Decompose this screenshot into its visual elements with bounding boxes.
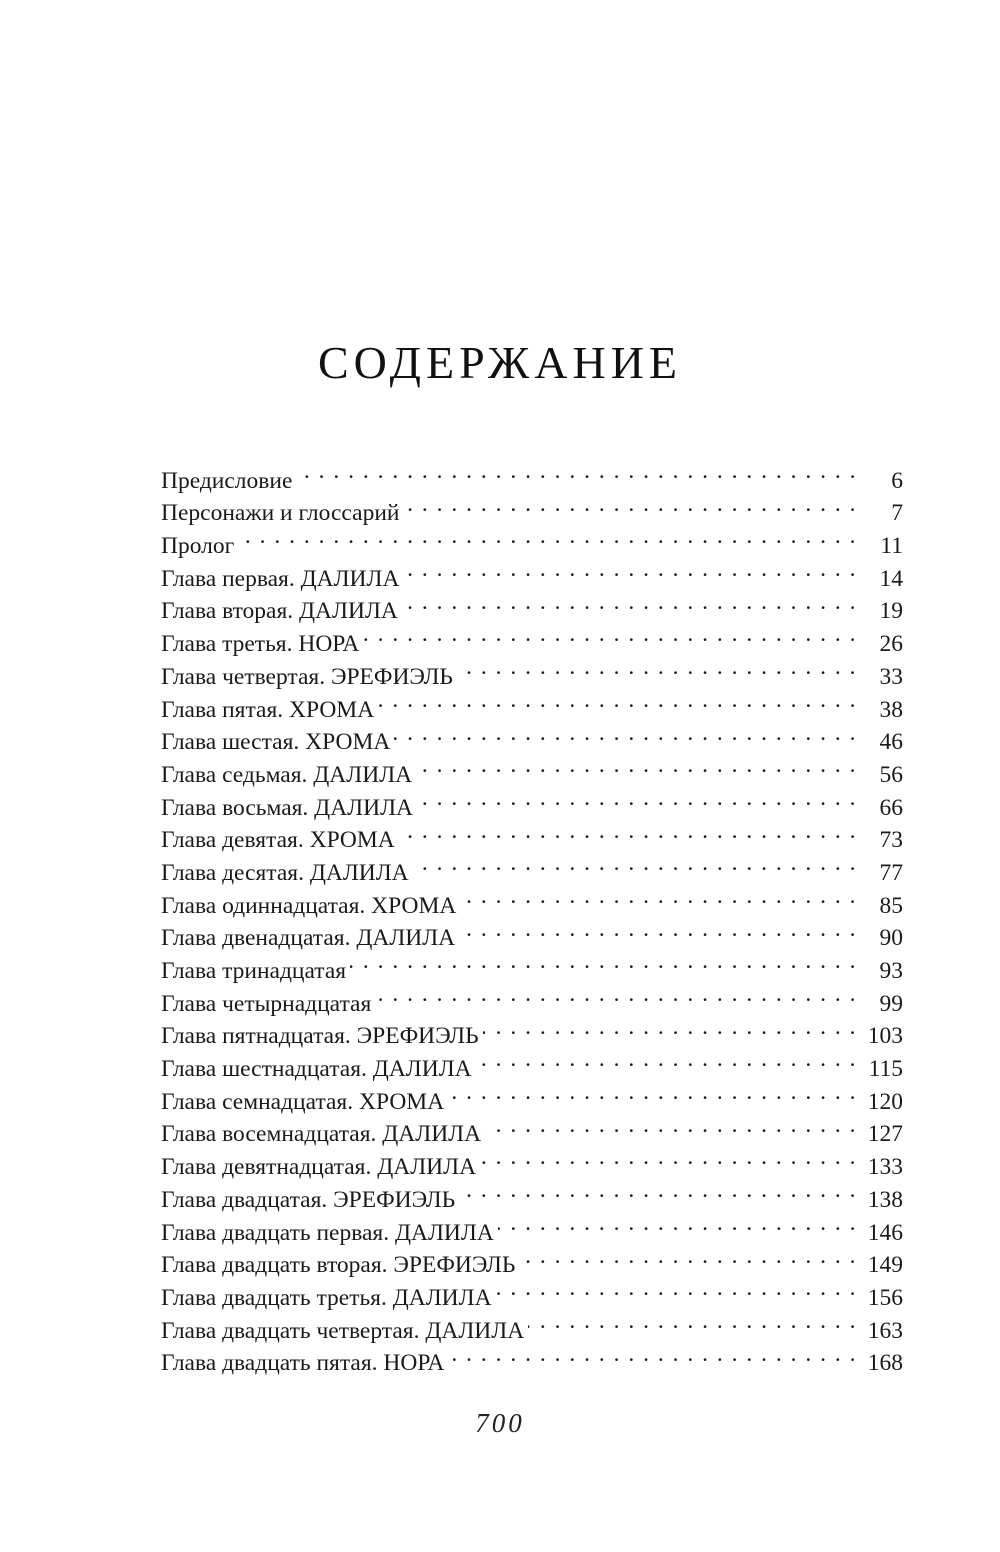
toc-entry-title: Глава девятнадцатая. ДАЛИЛА bbox=[161, 1154, 477, 1181]
dot-leader bbox=[498, 1207, 857, 1240]
toc-entry-page: 11 bbox=[880, 533, 903, 560]
toc-entry-page: 7 bbox=[891, 500, 903, 527]
toc-entry-page: 85 bbox=[879, 892, 903, 919]
dot-leader bbox=[416, 749, 857, 782]
toc-entry-page: 14 bbox=[879, 565, 903, 592]
dot-leader bbox=[496, 1272, 857, 1305]
toc-entry-title: Персонажи и глоссарий bbox=[161, 500, 400, 527]
dot-leader bbox=[459, 913, 857, 946]
table-of-contents bbox=[161, 455, 903, 1377]
toc-entry-title: Глава двадцать четвертая. ДАЛИЛА bbox=[161, 1317, 525, 1344]
toc-entry-page: 93 bbox=[879, 958, 903, 984]
toc-entry-title: Глава четвертая. ЭРЕФИЭЛЬ bbox=[161, 663, 453, 690]
toc-entry-title: Глава одиннадцатая. ХРОМА bbox=[161, 892, 457, 919]
dot-leader bbox=[457, 651, 857, 684]
toc-entry-title: Глава восьмая. ДАЛИЛА bbox=[161, 794, 414, 821]
toc-entry-title: Глава шестнадцатая. ДАЛИЛА bbox=[161, 1056, 472, 1083]
dot-leader bbox=[403, 553, 857, 586]
toc-entry-page: 38 bbox=[879, 696, 903, 723]
toc-entry-title: Глава тринадцатая bbox=[161, 958, 347, 984]
toc-entry-title: Пролог bbox=[161, 533, 235, 560]
dot-leader bbox=[378, 684, 857, 717]
toc-entry-page: 163 bbox=[867, 1317, 903, 1344]
toc-entry-page: 33 bbox=[879, 663, 903, 690]
toc-entry-page: 115 bbox=[868, 1056, 903, 1083]
dot-leader bbox=[399, 815, 857, 848]
toc-entry-title: Глава пятнадцатая. ЭРЕФИЭЛЬ bbox=[161, 1023, 479, 1050]
toc-entry-title: Глава двадцать третья. ДАЛИЛА bbox=[161, 1284, 492, 1311]
toc-entry-title: Глава шестая. ХРОМА bbox=[161, 729, 391, 756]
dot-leader bbox=[476, 1043, 857, 1076]
toc-entry-page: 138 bbox=[867, 1186, 903, 1213]
toc-entry-title: Предисловие bbox=[161, 467, 293, 494]
toc-entry-page: 26 bbox=[879, 631, 903, 658]
dot-leader bbox=[519, 1240, 857, 1273]
dot-leader bbox=[483, 1011, 857, 1044]
dot-leader bbox=[417, 782, 857, 815]
page-number: 700 bbox=[475, 1408, 525, 1438]
toc-entry-title: Глава первая. ДАЛИЛА bbox=[161, 565, 400, 592]
toc-entry bbox=[161, 520, 903, 560]
toc-entry-page: 168 bbox=[867, 1350, 903, 1377]
toc-entry-title: Глава двадцать вторая. ЭРЕФИЭЛЬ bbox=[161, 1252, 516, 1279]
dot-leader bbox=[296, 455, 857, 488]
dot-leader bbox=[528, 1305, 857, 1338]
toc-entry-title: Глава третья. НОРА bbox=[161, 631, 360, 658]
toc-entry-page: 19 bbox=[879, 598, 903, 625]
dot-leader bbox=[403, 488, 857, 521]
toc-entry-page: 133 bbox=[867, 1154, 903, 1181]
toc-entry-page: 6 bbox=[891, 467, 903, 494]
toc-entry-title: Глава двадцать пятая. НОРА bbox=[161, 1350, 445, 1377]
dot-leader bbox=[485, 1109, 857, 1142]
toc-entry-page: 103 bbox=[867, 1023, 903, 1050]
toc-entry-title: Глава вторая. ДАЛИЛА bbox=[161, 598, 398, 625]
dot-leader bbox=[238, 520, 857, 553]
toc-entry-page: 156 bbox=[867, 1284, 903, 1311]
dot-leader bbox=[448, 1338, 857, 1371]
dot-leader bbox=[413, 847, 857, 880]
dot-leader bbox=[402, 586, 857, 619]
toc-entry-page: 46 bbox=[879, 729, 903, 756]
toc-entry-title: Глава четырнадцатая bbox=[161, 990, 372, 1017]
toc-entry-page: 149 bbox=[867, 1252, 903, 1279]
toc-entry-title: Глава пятая. ХРОМА bbox=[161, 696, 375, 723]
toc-entry bbox=[161, 553, 903, 592]
toc-entry-title: Глава десятая. ДАЛИЛА bbox=[161, 859, 409, 886]
toc-entry-title: Глава девятая. ХРОМА bbox=[161, 827, 395, 854]
toc-entry-page: 77 bbox=[879, 859, 903, 886]
toc-entry-page: 66 bbox=[879, 794, 903, 821]
toc-entry-page: 127 bbox=[867, 1121, 903, 1148]
toc-entry-page: 90 bbox=[879, 925, 903, 952]
toc-entry-page: 99 bbox=[879, 990, 903, 1017]
page-title: СОДЕРЖАНИЕ bbox=[317, 337, 683, 388]
toc-entry-title: Глава двенадцатая. ДАЛИЛА bbox=[161, 925, 456, 952]
toc-entry-title: Глава седьмая. ДАЛИЛА bbox=[161, 761, 413, 788]
toc-entry-page: 146 bbox=[867, 1219, 903, 1246]
toc-entry-title: Глава восемнадцатая. ДАЛИЛА bbox=[161, 1121, 482, 1148]
toc-entry-page: 56 bbox=[879, 761, 903, 788]
dot-leader bbox=[350, 945, 857, 978]
toc-entry-page: 120 bbox=[867, 1088, 903, 1115]
toc-entry-title: Глава двадцать первая. ДАЛИЛА bbox=[161, 1219, 494, 1246]
toc-entry-title: Глава двадцатая. ЭРЕФИЭЛЬ bbox=[161, 1186, 456, 1213]
dot-leader bbox=[394, 717, 857, 750]
dot-leader bbox=[460, 880, 857, 913]
dot-leader bbox=[448, 1076, 857, 1109]
dot-leader bbox=[363, 618, 857, 651]
toc-entry-title: Глава семнадцатая. ХРОМА bbox=[161, 1088, 445, 1115]
dot-leader bbox=[480, 1141, 857, 1174]
dot-leader bbox=[375, 978, 857, 1011]
toc-entry-page: 73 bbox=[879, 827, 903, 854]
dot-leader bbox=[459, 1174, 857, 1207]
toc-entry bbox=[161, 455, 903, 494]
